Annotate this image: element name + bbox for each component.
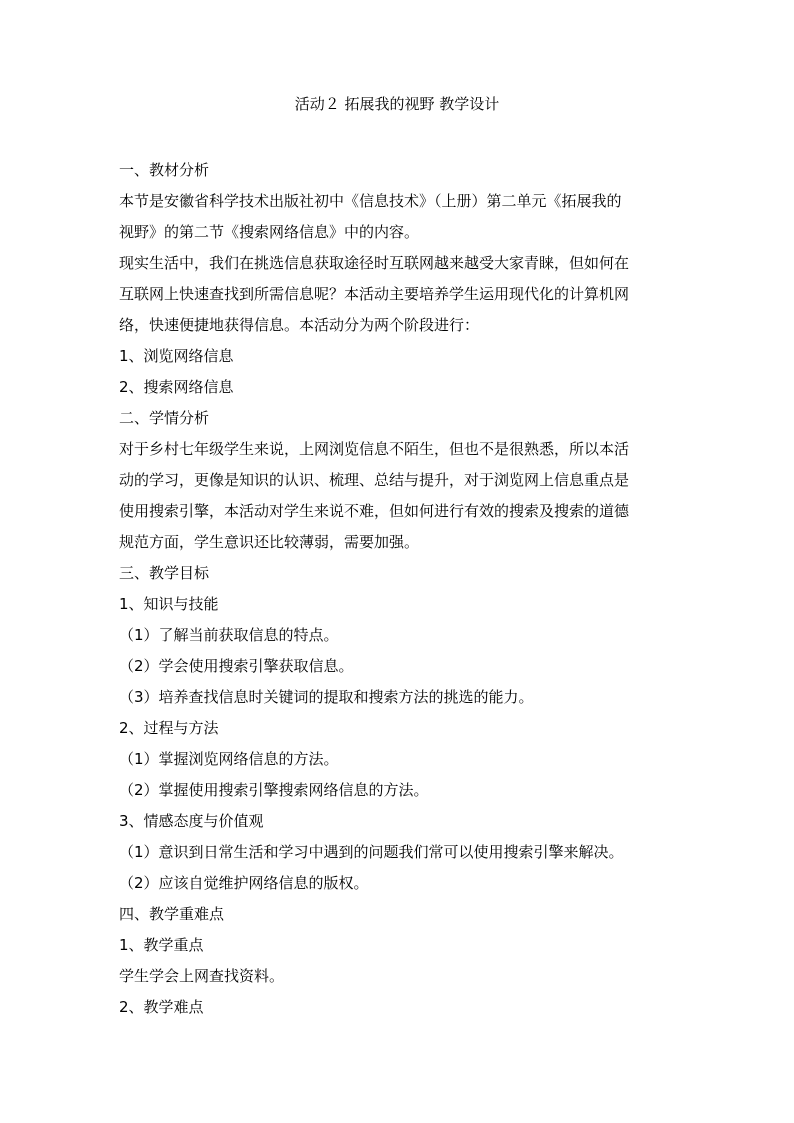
list-item: 1、浏览网络信息 (119, 347, 234, 365)
list-item: （1）掌握浏览网络信息的方法。 (119, 750, 339, 768)
paragraph-line: 现实生活中，我们在挑选信息获取途径时互联网越来越受大家青睐，但如何在 (119, 254, 630, 272)
paragraph-line: 对于乡村七年级学生来说，上网浏览信息不陌生，但也不是很熟悉，所以本活 (119, 440, 630, 458)
list-item: （2）学会使用搜索引擎获取信息。 (119, 657, 354, 675)
list-item: （1）了解当前获取信息的特点。 (119, 626, 339, 644)
subheading: 1、知识与技能 (119, 595, 219, 613)
list-item: （2）应该自觉维护网络信息的版权。 (119, 874, 369, 892)
section-heading-objectives: 三、教学目标 (119, 564, 210, 582)
list-item: 2、搜索网络信息 (119, 378, 234, 396)
paragraph-line: 规范方面，学生意识还比较薄弱，需要加强。 (119, 533, 420, 551)
paragraph-line: 学生学会上网查找资料。 (119, 967, 285, 985)
subheading: 2、过程与方法 (119, 719, 219, 737)
paragraph-line: 动的学习，更像是知识的认识、梳理、总结与提升，对于浏览网上信息重点是 (119, 471, 630, 489)
list-item: （3）培养查找信息时关键词的提取和搜索方法的挑选的能力。 (119, 688, 534, 706)
document-title: 活动２ 拓展我的视野 教学设计 (294, 95, 500, 113)
subheading: 1、教学重点 (119, 936, 204, 954)
section-heading-materials: 一、教材分析 (119, 161, 210, 179)
section-heading-students: 二、学情分析 (119, 409, 210, 427)
section-heading-key-points: 四、教学重难点 (119, 905, 225, 923)
paragraph-line: 互联网上快速查找到所需信息呢？本活动主要培养学生运用现代化的计算机网 (119, 285, 630, 303)
paragraph-line: 使用搜索引擎，本活动对学生来说不难，但如何进行有效的搜索及搜索的道德 (119, 502, 630, 520)
paragraph-line: 络，快速便捷地获得信息。本活动分为两个阶段进行： (119, 316, 480, 334)
list-item: （2）掌握使用搜索引擎搜索网络信息的方法。 (119, 781, 429, 799)
document-body (119, 155, 675, 1023)
paragraph-line: 本节是安徽省科学技术出版社初中《信息技术》（上册）第二单元《拓展我的 (119, 192, 622, 210)
list-item: （1）意识到日常生活和学习中遇到的问题我们常可以使用搜索引擎来解决。 (119, 843, 624, 861)
subheading: 3、情感态度与价值观 (119, 812, 264, 830)
paragraph-line: 视野》的第二节《搜索网络信息》中的内容。 (119, 223, 420, 241)
subheading: 2、教学难点 (119, 998, 204, 1016)
